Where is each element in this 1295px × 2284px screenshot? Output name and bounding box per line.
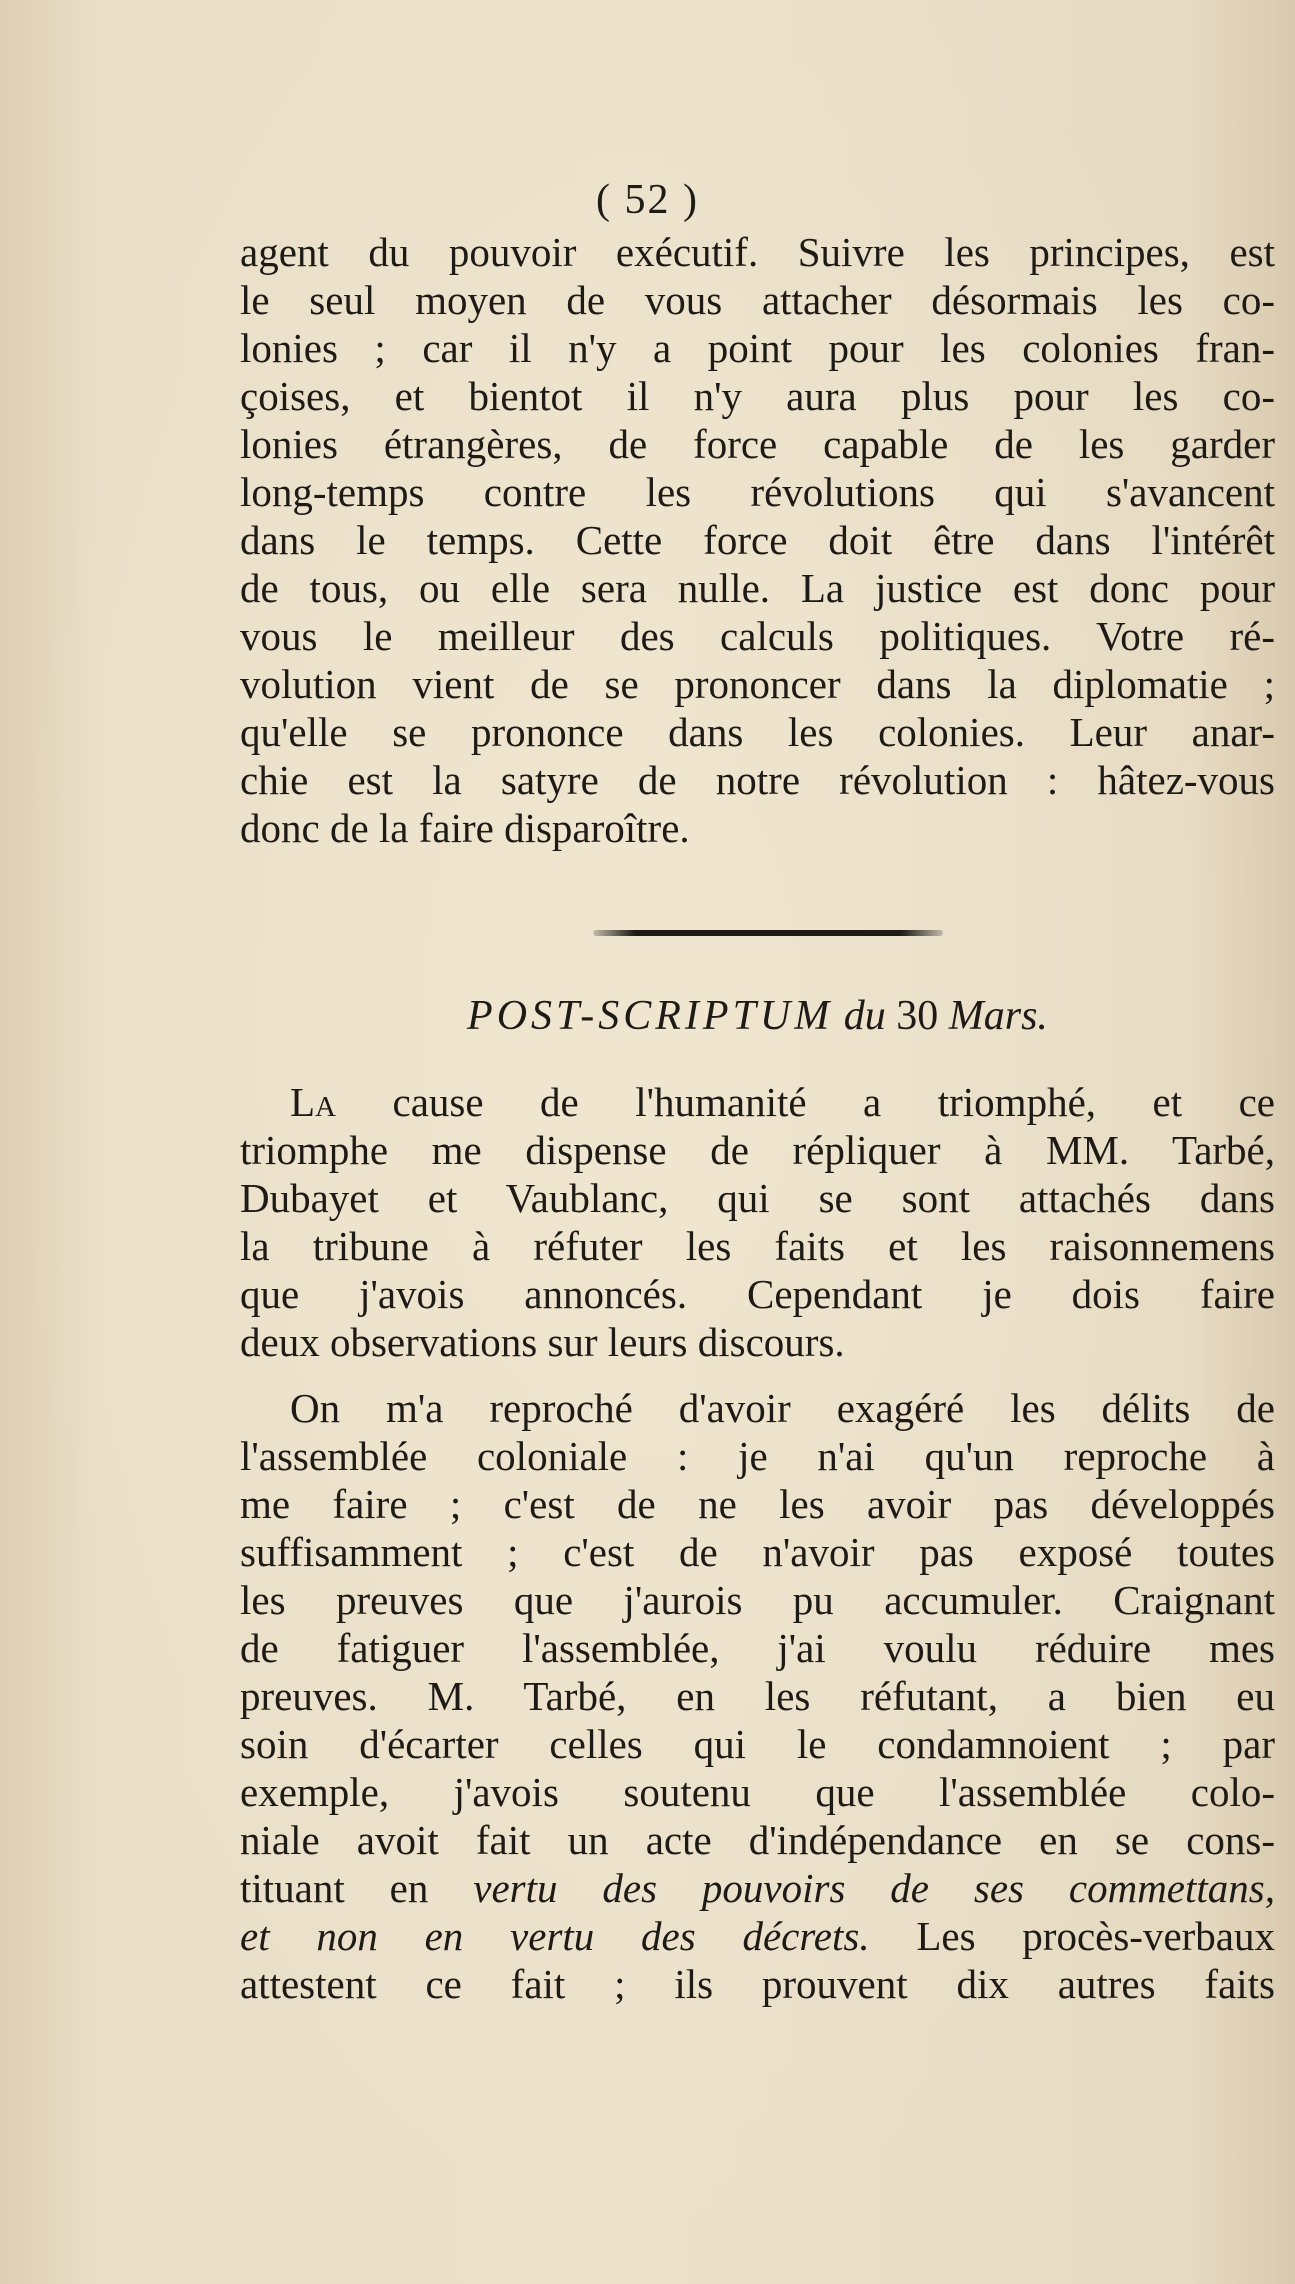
text-line: preuves. M. Tarbé, en les réfutant, a bien eu <box>240 1673 1275 1719</box>
drop-word: La <box>290 1079 336 1125</box>
text-line: donc de la faire disparoître. <box>240 805 690 851</box>
heading-du: du <box>843 993 886 1039</box>
text-line: suffisamment ; c'est de n'avoir pas exposé toutes <box>240 1529 1275 1575</box>
line-text: tituant en <box>240 1865 474 1911</box>
paragraph-2 <box>240 1078 1275 1366</box>
text-line: soin d'écarter celles qui le condamnoient ; par <box>240 1721 1275 1767</box>
text-line: deux observations sur leurs discours. <box>240 1319 845 1365</box>
text-line: le seul moyen de vous attacher désormais les co- <box>240 277 1275 323</box>
heading-month: Mars. <box>948 993 1048 1039</box>
text-line: l'assemblée coloniale : je n'ai qu'un reproche à <box>240 1433 1275 1479</box>
italic-phrase: vertu des pouvoirs de ses commettans, <box>473 1865 1275 1911</box>
text-line: niale avoit fait un acte d'indépendance en se cons- <box>240 1817 1275 1863</box>
text-line: agent du pouvoir exécutif. Suivre les principes, est <box>240 229 1275 275</box>
text-line: qu'elle se prononce dans les colonies. Leur anar- <box>240 709 1275 755</box>
heading-date: 30 <box>896 993 939 1039</box>
text-line <box>240 1078 1275 1126</box>
text-line: lonies étrangères, de force capable de les garder <box>240 421 1275 467</box>
text-line: triomphe me dispense de répliquer à MM. Tarbé, <box>240 1127 1275 1173</box>
text-line: On m'a reproché d'avoir exagéré les délits de <box>290 1385 1275 1431</box>
text-line: que j'avois annoncés. Cependant je dois faire <box>240 1271 1275 1317</box>
text-line: de fatiguer l'assemblée, j'ai voulu réduire mes <box>240 1625 1275 1671</box>
section-divider-rule <box>593 930 943 936</box>
text-line: vous le meilleur des calculs politiques. Votre ré- <box>240 613 1275 659</box>
text-line: volution vient de se prononcer dans la diplomatie ; <box>240 661 1275 707</box>
text-line: les preuves que j'aurois pu accumuler. Craignant <box>240 1577 1275 1623</box>
italic-phrase: et non en vertu des décrets. <box>240 1913 870 1959</box>
section-heading <box>240 988 1275 1044</box>
page-number: ( 52 ) <box>596 177 699 223</box>
text-line <box>240 1864 1275 1912</box>
text-line: attestent ce fait ; ils prouvent dix autres faits <box>240 1961 1275 2007</box>
text-line <box>240 1912 1275 1960</box>
text-line: me faire ; c'est de ne les avoir pas développés <box>240 1481 1275 1527</box>
text-line: chie est la satyre de notre révolution : hâtez-vous <box>240 757 1275 803</box>
line-text: Les procès-verbaux <box>869 1913 1276 1959</box>
text-line: dans le temps. Cette force doit être dans l'intérêt <box>240 517 1275 563</box>
heading-title: POST-SCRIPTUM <box>467 993 834 1039</box>
text-line: Dubayet et Vaublanc, qui se sont attachés dans <box>240 1175 1275 1221</box>
paragraph-3 <box>240 1384 1275 2008</box>
text-line: la tribune à réfuter les faits et les raisonnemens <box>240 1223 1275 1269</box>
text-line: exemple, j'avois soutenu que l'assemblée colo- <box>240 1769 1275 1815</box>
line-text: cause de l'humanité a triomphé, et ce <box>336 1079 1275 1125</box>
text-line: çoises, et bientot il n'y aura plus pour les co- <box>240 373 1275 419</box>
paragraph-1 <box>240 228 1275 852</box>
text-line: long-temps contre les révolutions qui s'avancent <box>240 469 1275 515</box>
text-line: lonies ; car il n'y a point pour les colonies fran- <box>240 325 1275 371</box>
text-line: de tous, ou elle sera nulle. La justice est donc pour <box>240 565 1275 611</box>
